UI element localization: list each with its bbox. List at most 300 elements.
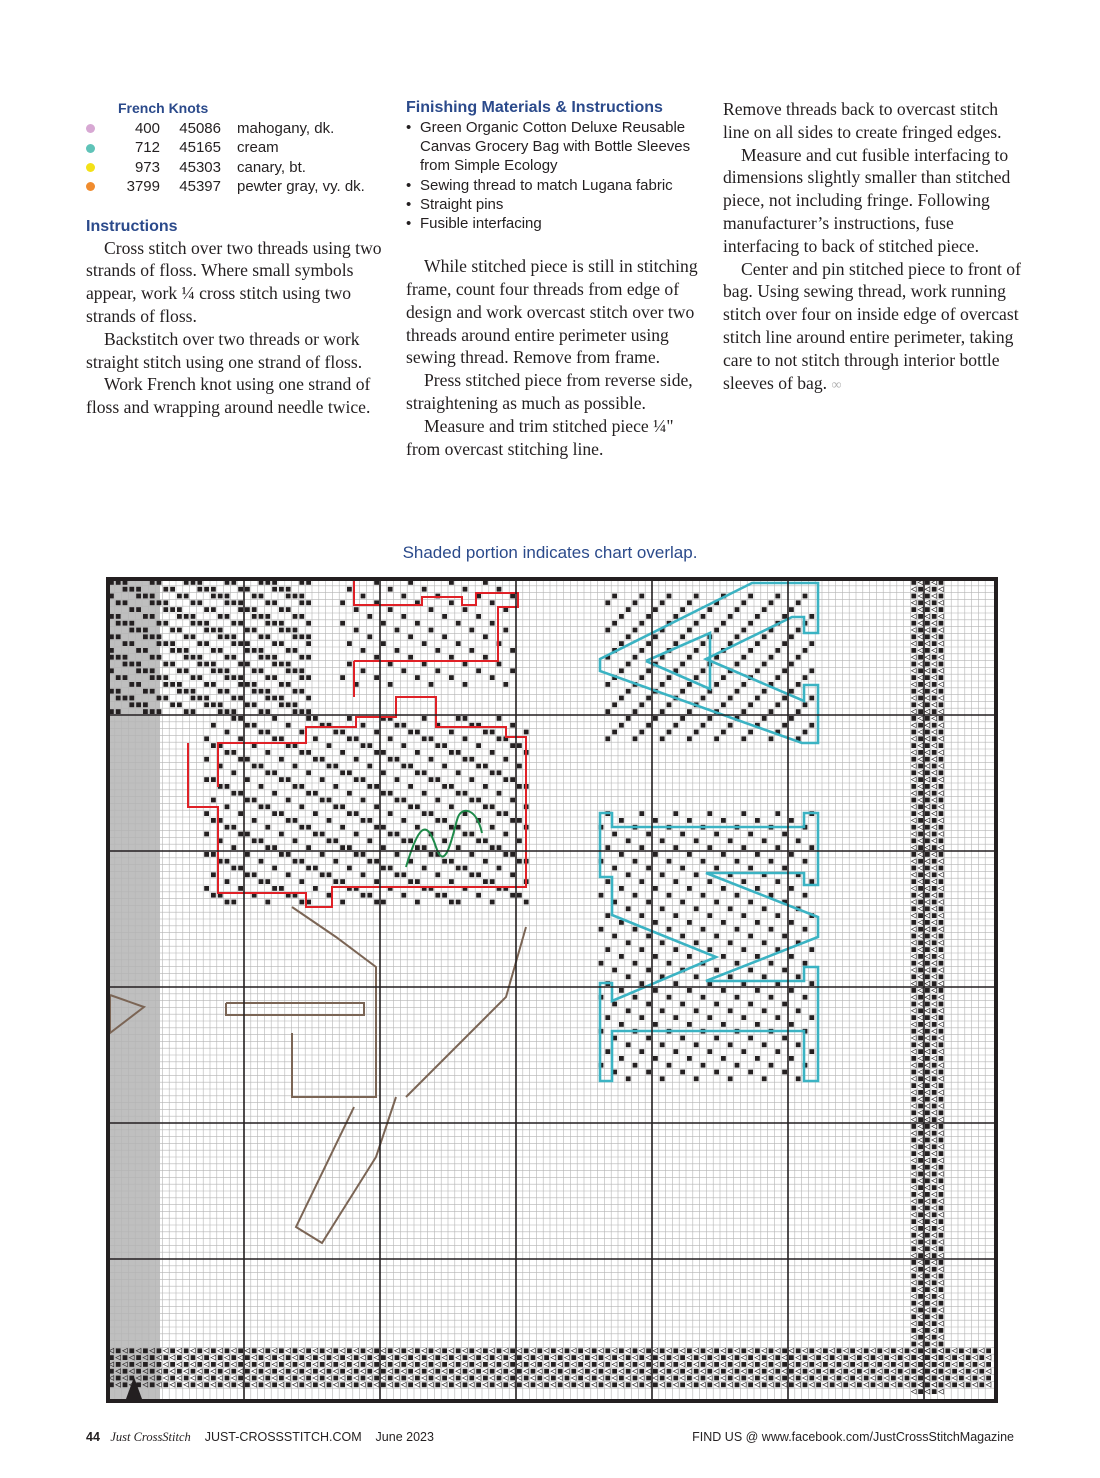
stitch-square bbox=[911, 974, 916, 979]
website[interactable]: JUST-CROSSSTITCH.COM bbox=[204, 1430, 362, 1444]
stitch-square bbox=[483, 784, 488, 789]
stitch-square bbox=[782, 1036, 787, 1041]
stitch-square bbox=[476, 798, 481, 803]
stitch-square bbox=[157, 621, 162, 626]
stitch-square bbox=[605, 628, 610, 633]
stitch-square bbox=[531, 1355, 536, 1360]
stitch-square bbox=[272, 866, 277, 871]
stitch-square bbox=[157, 655, 162, 660]
stitch-square bbox=[374, 1376, 379, 1381]
stitch-square bbox=[925, 866, 930, 871]
stitch-square bbox=[136, 682, 141, 687]
stitch-square bbox=[299, 655, 304, 660]
stitch-square bbox=[422, 1355, 427, 1360]
stitch-square bbox=[911, 1382, 916, 1387]
stitch-square bbox=[775, 1382, 780, 1387]
stitch-square bbox=[415, 804, 420, 809]
stitch-square bbox=[272, 736, 277, 741]
stitch-square bbox=[925, 1192, 930, 1197]
stitch-square bbox=[191, 1382, 196, 1387]
stitch-square bbox=[986, 1348, 991, 1353]
stitch-square bbox=[401, 818, 406, 823]
stitch-square bbox=[646, 1362, 651, 1367]
stitch-square bbox=[401, 872, 406, 877]
stitch-square bbox=[320, 777, 325, 782]
stitch-square bbox=[245, 648, 250, 653]
stitch-square bbox=[918, 1308, 923, 1313]
stitch-square bbox=[259, 689, 264, 694]
stitch-square bbox=[721, 1056, 726, 1061]
stitch-square bbox=[449, 655, 454, 660]
stitch-square bbox=[170, 1348, 175, 1353]
stitch-square bbox=[367, 764, 372, 769]
stitch-square bbox=[354, 736, 359, 741]
stitch-square bbox=[911, 1151, 916, 1156]
stitch-square bbox=[238, 600, 243, 605]
stitch-square bbox=[925, 1083, 930, 1088]
stitch-square bbox=[231, 1355, 236, 1360]
stitch-square bbox=[347, 1362, 352, 1367]
stitch-square bbox=[272, 1369, 277, 1374]
stitch-square bbox=[293, 689, 298, 694]
stitch-square bbox=[517, 893, 522, 898]
stitch-square bbox=[333, 804, 338, 809]
stitch-square bbox=[585, 1355, 590, 1360]
stitch-square bbox=[265, 900, 270, 905]
stitch-square bbox=[381, 1355, 386, 1360]
stitch-square bbox=[245, 757, 250, 762]
stitch-square bbox=[129, 587, 134, 592]
stitch-square bbox=[259, 804, 264, 809]
stitch-square bbox=[129, 1348, 134, 1353]
stitch-square bbox=[925, 1314, 930, 1319]
stitch-square bbox=[381, 900, 386, 905]
stitch-square bbox=[619, 668, 624, 673]
stitch-square bbox=[129, 662, 134, 667]
stitch-square bbox=[293, 614, 298, 619]
stitch-square bbox=[639, 913, 644, 918]
stitch-square bbox=[939, 1165, 944, 1170]
stitch-square bbox=[925, 1178, 930, 1183]
stitch-square bbox=[925, 1015, 930, 1020]
stitch-square bbox=[272, 587, 277, 592]
stitch-square bbox=[299, 600, 304, 605]
stitch-square bbox=[687, 682, 692, 687]
materials-item: • Sewing thread to match Lugana fabric bbox=[406, 176, 706, 195]
stitch-square bbox=[701, 893, 706, 898]
stitch-square bbox=[653, 988, 658, 993]
stitch-square bbox=[265, 1376, 270, 1381]
stitch-square bbox=[340, 730, 345, 735]
stitch-square bbox=[639, 981, 644, 986]
stitch-square bbox=[197, 600, 202, 605]
stitch-square bbox=[408, 764, 413, 769]
dmc-number: 3799 bbox=[126, 178, 160, 196]
stitch-square bbox=[490, 730, 495, 735]
stitch-square bbox=[911, 594, 916, 599]
stitch-square bbox=[911, 1206, 916, 1211]
stitch-square bbox=[456, 621, 461, 626]
footer-social[interactable]: FIND US @ www.facebook.com/JustCrossStitchMagazine bbox=[692, 1430, 1014, 1444]
stitch-square bbox=[476, 614, 481, 619]
stitch-square bbox=[911, 947, 916, 952]
stitch-square bbox=[265, 614, 270, 619]
stitch-square bbox=[925, 934, 930, 939]
stitch-square bbox=[592, 1362, 597, 1367]
stitch-square bbox=[401, 743, 406, 748]
stitch-square bbox=[320, 1348, 325, 1353]
stitch-square bbox=[687, 736, 692, 741]
stitch-square bbox=[633, 1362, 638, 1367]
stitch-square bbox=[633, 961, 638, 966]
stitch-square bbox=[769, 1362, 774, 1367]
stitch-square bbox=[619, 1362, 624, 1367]
stitch-square bbox=[177, 689, 182, 694]
stitch-square bbox=[408, 1369, 413, 1374]
stitch-square bbox=[116, 689, 121, 694]
stitch-square bbox=[626, 1355, 631, 1360]
stitch-square bbox=[775, 648, 780, 653]
stitch-square bbox=[517, 1369, 522, 1374]
stitch-square bbox=[191, 1369, 196, 1374]
stitch-square bbox=[361, 818, 366, 823]
stitch-square bbox=[306, 709, 311, 714]
stitch-square bbox=[197, 662, 202, 667]
stitch-square bbox=[157, 675, 162, 680]
stitch-square bbox=[673, 1362, 678, 1367]
stitch-square bbox=[939, 1151, 944, 1156]
stitch-square bbox=[483, 838, 488, 843]
stitch-square bbox=[259, 655, 264, 660]
stitch-square bbox=[653, 886, 658, 891]
stitch-square bbox=[925, 906, 930, 911]
stitch-square bbox=[429, 736, 434, 741]
stitch-square bbox=[299, 634, 304, 639]
stitch-square bbox=[286, 607, 291, 612]
stitch-square bbox=[789, 852, 794, 857]
stitch-square bbox=[633, 628, 638, 633]
stitch-square bbox=[796, 1348, 801, 1353]
stitch-square bbox=[599, 893, 604, 898]
stitch-square bbox=[741, 682, 746, 687]
stitch-square bbox=[925, 852, 930, 857]
stitch-square bbox=[626, 1008, 631, 1013]
stitch-square bbox=[911, 1233, 916, 1238]
stitch-square bbox=[891, 1362, 896, 1367]
stitch-square bbox=[136, 1369, 141, 1374]
stitch-square bbox=[170, 641, 175, 646]
stitch-square bbox=[945, 1362, 950, 1367]
stitch-square bbox=[320, 1362, 325, 1367]
stitch-square bbox=[225, 784, 230, 789]
stitch-square bbox=[932, 845, 937, 850]
stitch-square bbox=[918, 1158, 923, 1163]
stitch-square bbox=[837, 1376, 842, 1381]
stitch-square bbox=[945, 1348, 950, 1353]
stitch-square bbox=[510, 1376, 515, 1381]
stitch-square bbox=[891, 1376, 896, 1381]
stitch-square bbox=[939, 1206, 944, 1211]
stitch-square bbox=[775, 675, 780, 680]
stitch-square bbox=[633, 655, 638, 660]
stitch-square bbox=[231, 655, 236, 660]
stitch-square bbox=[966, 1369, 971, 1374]
stitch-square bbox=[225, 655, 230, 660]
stitch-square bbox=[150, 668, 155, 673]
stitch-square bbox=[762, 1042, 767, 1047]
stitch-square bbox=[918, 804, 923, 809]
stitch-square bbox=[939, 1097, 944, 1102]
stitch-square bbox=[265, 1348, 270, 1353]
stitch-square bbox=[272, 696, 277, 701]
stitch-square bbox=[918, 832, 923, 837]
stitch-square bbox=[367, 743, 372, 748]
stitch-square bbox=[789, 1369, 794, 1374]
stitch-square bbox=[932, 587, 937, 592]
stitch-square bbox=[429, 1348, 434, 1353]
stitch-square bbox=[245, 1355, 250, 1360]
stitch-square bbox=[565, 1348, 570, 1353]
stitch-square bbox=[775, 1015, 780, 1020]
stitch-square bbox=[279, 621, 284, 626]
stitch-square bbox=[578, 1376, 583, 1381]
stitch-square bbox=[612, 832, 617, 837]
stitch-square bbox=[789, 634, 794, 639]
stitch-square bbox=[782, 1070, 787, 1075]
stitch-square bbox=[932, 1321, 937, 1326]
stitch-square bbox=[918, 777, 923, 782]
stitch-square bbox=[163, 1382, 168, 1387]
stitch-square bbox=[803, 859, 808, 864]
stitch-square bbox=[361, 743, 366, 748]
overlap-shade bbox=[108, 579, 160, 1401]
chart-background bbox=[106, 577, 998, 1403]
stitch-square bbox=[687, 954, 692, 959]
stitch-square bbox=[769, 736, 774, 741]
stitch-square bbox=[687, 655, 692, 660]
stitch-square bbox=[293, 818, 298, 823]
stitch-square bbox=[911, 702, 916, 707]
stitch-square bbox=[293, 702, 298, 707]
stitch-square bbox=[429, 628, 434, 633]
stitch-square bbox=[306, 1362, 311, 1367]
stitch-square bbox=[932, 1335, 937, 1340]
stitch-square bbox=[170, 702, 175, 707]
stitch-square bbox=[599, 1355, 604, 1360]
stitch-square bbox=[354, 757, 359, 762]
stitch-square bbox=[633, 927, 638, 932]
stitch-square bbox=[136, 587, 141, 592]
color-name: mahogany, dk. bbox=[237, 120, 335, 137]
stitch-square bbox=[755, 954, 760, 959]
stitch-square bbox=[279, 832, 284, 837]
stitch-square bbox=[177, 614, 182, 619]
stitch-square bbox=[687, 600, 692, 605]
stitch-square bbox=[490, 804, 495, 809]
stitch-square bbox=[823, 1362, 828, 1367]
stitch-square bbox=[966, 1382, 971, 1387]
stitch-square bbox=[123, 696, 128, 701]
materials-item: • Straight pins bbox=[406, 195, 706, 214]
stitch-square bbox=[680, 1382, 685, 1387]
stitch-square bbox=[225, 750, 230, 755]
stitch-square bbox=[299, 1382, 304, 1387]
stitch-square bbox=[884, 1355, 889, 1360]
stitch-square bbox=[701, 614, 706, 619]
stitch-square bbox=[633, 859, 638, 864]
stitch-square bbox=[163, 662, 168, 667]
stitch-square bbox=[510, 852, 515, 857]
stitch-square bbox=[605, 1015, 610, 1020]
stitch-square bbox=[259, 859, 264, 864]
stitch-square bbox=[755, 1056, 760, 1061]
instructions-paragraph: Cross stitch over two threads using two strands of floss. Where small symbols appear, work ¼ cross stitch using two strands of floss. bbox=[86, 237, 382, 327]
stitch-square bbox=[612, 730, 617, 735]
stitch-square bbox=[925, 594, 930, 599]
stitch-square bbox=[116, 634, 121, 639]
stitch-square bbox=[306, 634, 311, 639]
stitch-square bbox=[170, 1362, 175, 1367]
stitch-square bbox=[939, 1042, 944, 1047]
stitch-square bbox=[340, 1369, 345, 1374]
stitch-square bbox=[435, 668, 440, 673]
stitch-square bbox=[932, 1212, 937, 1217]
stitch-square bbox=[673, 879, 678, 884]
stitch-square bbox=[510, 893, 515, 898]
stitch-square bbox=[177, 1355, 182, 1360]
stitch-square bbox=[850, 1376, 855, 1381]
stitch-square bbox=[497, 791, 502, 796]
stitch-square bbox=[918, 900, 923, 905]
stitch-square bbox=[925, 757, 930, 762]
stitch-square bbox=[755, 1362, 760, 1367]
stitch-square bbox=[286, 852, 291, 857]
stitch-square bbox=[803, 675, 808, 680]
stitch-square bbox=[816, 1355, 821, 1360]
stitch-square bbox=[748, 900, 753, 905]
stitch-square bbox=[510, 872, 515, 877]
stitch-square bbox=[449, 879, 454, 884]
stitch-square bbox=[911, 825, 916, 830]
stitch-square bbox=[286, 723, 291, 728]
stitch-square bbox=[721, 675, 726, 680]
stitch-square bbox=[299, 1355, 304, 1360]
stitch-square bbox=[204, 1382, 209, 1387]
stitch-square bbox=[599, 961, 604, 966]
stitch-square bbox=[463, 832, 468, 837]
stitch-square bbox=[429, 1376, 434, 1381]
stitch-square bbox=[381, 641, 386, 646]
stitch-square bbox=[748, 1002, 753, 1007]
stitch-square bbox=[510, 1362, 515, 1367]
stitch-square bbox=[830, 1382, 835, 1387]
stitch-square bbox=[633, 995, 638, 1000]
stitch-square bbox=[673, 723, 678, 728]
stitch-square bbox=[667, 594, 672, 599]
stitch-square bbox=[714, 1376, 719, 1381]
stitch-square bbox=[918, 968, 923, 973]
stitch-square bbox=[599, 1382, 604, 1387]
stitch-square bbox=[129, 621, 134, 626]
stitch-square bbox=[687, 1376, 692, 1381]
stitch-square bbox=[218, 1369, 223, 1374]
stitch-square bbox=[619, 614, 624, 619]
stitch-square bbox=[238, 662, 243, 667]
stitch-square bbox=[347, 587, 352, 592]
stitch-square bbox=[367, 893, 372, 898]
stitch-square bbox=[503, 852, 508, 857]
stitch-square bbox=[762, 1355, 767, 1360]
stitch-square bbox=[769, 1348, 774, 1353]
stitch-square bbox=[408, 634, 413, 639]
stitch-square bbox=[531, 1369, 536, 1374]
stitch-square bbox=[408, 730, 413, 735]
stitch-square bbox=[939, 1110, 944, 1115]
stitch-square bbox=[653, 1369, 658, 1374]
color-name: canary, bt. bbox=[237, 158, 306, 176]
stitch-square bbox=[918, 600, 923, 605]
stitch-square bbox=[116, 696, 121, 701]
stitch-square bbox=[320, 852, 325, 857]
stitch-square bbox=[177, 594, 182, 599]
stitch-square bbox=[891, 1348, 896, 1353]
stitch-square bbox=[952, 1355, 957, 1360]
stitch-square bbox=[728, 974, 733, 979]
stitch-square bbox=[775, 811, 780, 816]
stitch-square bbox=[435, 1382, 440, 1387]
stitch-square bbox=[231, 770, 236, 775]
stitch-square bbox=[918, 1321, 923, 1326]
stitch-square bbox=[939, 974, 944, 979]
stitch-square bbox=[211, 594, 216, 599]
finishing-paragraph bbox=[723, 258, 1023, 398]
stitch-square bbox=[721, 954, 726, 959]
stitch-square bbox=[320, 757, 325, 762]
stitch-square bbox=[911, 1274, 916, 1279]
stitch-square bbox=[503, 832, 508, 837]
stitch-square bbox=[150, 689, 155, 694]
stitch-square bbox=[313, 1355, 318, 1360]
stitch-square bbox=[293, 1362, 298, 1367]
stitch-square bbox=[911, 648, 916, 653]
stitch-square bbox=[252, 607, 257, 612]
french-knot-row bbox=[86, 158, 386, 177]
stitch-square bbox=[911, 852, 916, 857]
stitch-square bbox=[408, 1382, 413, 1387]
stitch-square bbox=[231, 709, 236, 714]
stitch-square bbox=[510, 668, 515, 673]
stitch-square bbox=[667, 961, 672, 966]
stitch-square bbox=[748, 621, 753, 626]
stitch-square bbox=[170, 1376, 175, 1381]
stitch-square bbox=[762, 1008, 767, 1013]
stitch-square bbox=[354, 811, 359, 816]
stitch-square bbox=[252, 702, 257, 707]
stitch-square bbox=[231, 1369, 236, 1374]
stitch-square bbox=[911, 1246, 916, 1251]
stitch-square bbox=[204, 607, 209, 612]
stitch-square bbox=[136, 702, 141, 707]
stitch-square bbox=[204, 832, 209, 837]
stitch-square bbox=[225, 634, 230, 639]
stitch-square bbox=[911, 1287, 916, 1292]
stitch-square bbox=[660, 1376, 665, 1381]
stitch-square bbox=[381, 1382, 386, 1387]
stitch-square bbox=[170, 628, 175, 633]
stitch-square bbox=[701, 723, 706, 728]
stitch-square bbox=[911, 1219, 916, 1224]
stitch-square bbox=[340, 675, 345, 680]
